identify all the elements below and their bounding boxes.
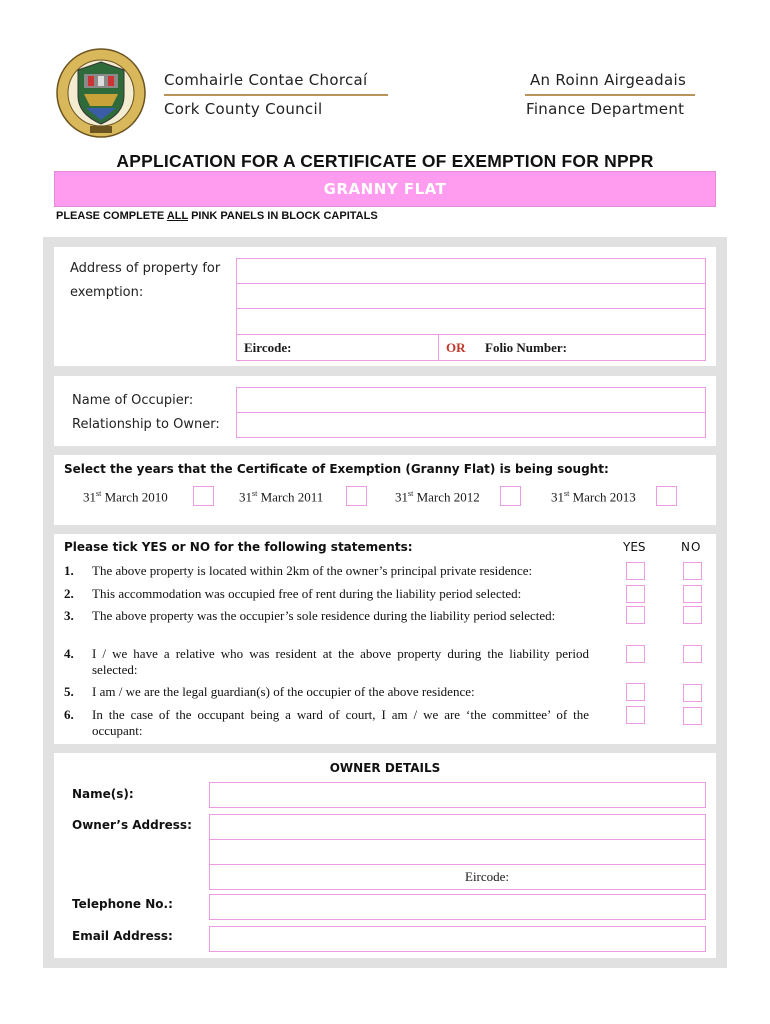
- statement-4-text: I / we have a relative who was resident at the above property during the liability period selected:: [92, 646, 589, 677]
- statement-2-number: 2.: [64, 586, 74, 601]
- statement-4-number: 4.: [64, 646, 74, 661]
- statement-3-number: 3.: [64, 608, 74, 623]
- property-address-line3[interactable]: [236, 308, 706, 335]
- instruction-text: PLEASE COMPLETE ALL PINK PANELS IN BLOCK CAPITALS: [56, 210, 378, 222]
- owner-details-heading: OWNER DETAILS: [329, 761, 441, 775]
- statement-4-no-checkbox[interactable]: [683, 645, 702, 663]
- statement-2-yes-checkbox[interactable]: [626, 585, 645, 603]
- statement-5-yes-checkbox[interactable]: [626, 683, 645, 701]
- occupier-name-field[interactable]: [236, 387, 706, 413]
- telephone-field[interactable]: [209, 894, 706, 920]
- form-title: APPLICATION FOR A CERTIFICATE OF EXEMPTION FOR NPPR: [116, 151, 654, 171]
- owner-address-line1[interactable]: [209, 814, 706, 840]
- header-rule-left: [164, 94, 388, 96]
- year-option-2013: 31st March 2013: [551, 489, 636, 505]
- relationship-label: Relationship to Owner:: [72, 417, 220, 432]
- owner-eircode-label: Eircode:: [465, 869, 510, 884]
- council-name-english: Cork County Council: [164, 100, 323, 118]
- property-address-line1[interactable]: [236, 258, 706, 284]
- years-heading: Select the years that the Certificate of Exemption (Granny Flat) is being sought:: [64, 462, 609, 476]
- owner-names-label: Name(s):: [72, 787, 134, 801]
- address-label-cont: exemption:: [70, 285, 144, 300]
- statement-2-text: This accommodation was occupied free of rent during the liability period selected:: [92, 586, 522, 601]
- statement-1-no-checkbox[interactable]: [683, 562, 702, 580]
- year-2011-checkbox[interactable]: [346, 486, 367, 506]
- owner-names-field[interactable]: [209, 782, 706, 808]
- year-2013-checkbox[interactable]: [656, 486, 677, 506]
- statement-3-no-checkbox[interactable]: [683, 606, 702, 624]
- statement-5-no-checkbox[interactable]: [683, 684, 702, 702]
- or-label: OR: [446, 340, 466, 355]
- telephone-label: Telephone No.:: [72, 897, 173, 911]
- statement-3-yes-checkbox[interactable]: [626, 606, 645, 624]
- folio-label: Folio Number:: [485, 340, 567, 355]
- year-2012-checkbox[interactable]: [500, 486, 521, 506]
- council-crest-logo: [56, 48, 146, 138]
- address-label: Address of property for: [70, 261, 221, 276]
- statement-5-text: I am / we are the legal guardian(s) of the occupier of the above residence:: [92, 684, 475, 699]
- header-rule-right: [525, 94, 695, 96]
- form-subtitle-banner: [54, 171, 716, 207]
- year-2010-checkbox[interactable]: [193, 486, 214, 506]
- year-option-2010: 31st March 2010: [83, 489, 168, 505]
- owner-eircode-field[interactable]: [209, 864, 706, 890]
- statement-3-text: The above property was the occupier’s sole residence during the liability period selected:: [92, 608, 556, 623]
- statement-6-yes-checkbox[interactable]: [626, 706, 645, 724]
- statement-4-yes-checkbox[interactable]: [626, 645, 645, 663]
- email-label: Email Address:: [72, 929, 173, 943]
- email-field[interactable]: [209, 926, 706, 952]
- yes-column-header: YES: [623, 540, 646, 554]
- statement-6-text: In the case of the occupant being a ward of court, I am / we are ‘the committee’ of the occupant:: [92, 707, 589, 738]
- occupier-name-label: Name of Occupier:: [72, 393, 194, 408]
- owner-address-line2[interactable]: [209, 839, 706, 865]
- property-eircode-field[interactable]: [236, 334, 439, 361]
- statement-1-number: 1.: [64, 563, 74, 578]
- form-subtitle: GRANNY FLAT: [323, 180, 447, 198]
- statement-2-no-checkbox[interactable]: [683, 585, 702, 603]
- statement-6-no-checkbox[interactable]: [683, 707, 702, 725]
- statement-5-number: 5.: [64, 684, 74, 699]
- property-address-line2[interactable]: [236, 283, 706, 309]
- statement-1-text: The above property is located within 2km of the owner’s principal private residence:: [92, 563, 533, 578]
- department-name-english: Finance Department: [526, 100, 685, 118]
- no-column-header: NO: [681, 540, 702, 554]
- statement-1-yes-checkbox[interactable]: [626, 562, 645, 580]
- folio-number-field[interactable]: [438, 334, 706, 361]
- year-option-2011: 31st March 2011: [239, 489, 324, 505]
- eircode-label: Eircode:: [244, 340, 292, 355]
- owner-address-label: Owner’s Address:: [72, 818, 192, 832]
- statement-6-number: 6.: [64, 707, 74, 722]
- relationship-field[interactable]: [236, 412, 706, 438]
- statements-heading: Please tick YES or NO for the following statements:: [64, 540, 413, 554]
- year-option-2012: 31st March 2012: [395, 489, 480, 505]
- council-name-irish: Comhairle Contae Chorcaí: [164, 71, 368, 89]
- department-name-irish: An Roinn Airgeadais: [530, 71, 687, 89]
